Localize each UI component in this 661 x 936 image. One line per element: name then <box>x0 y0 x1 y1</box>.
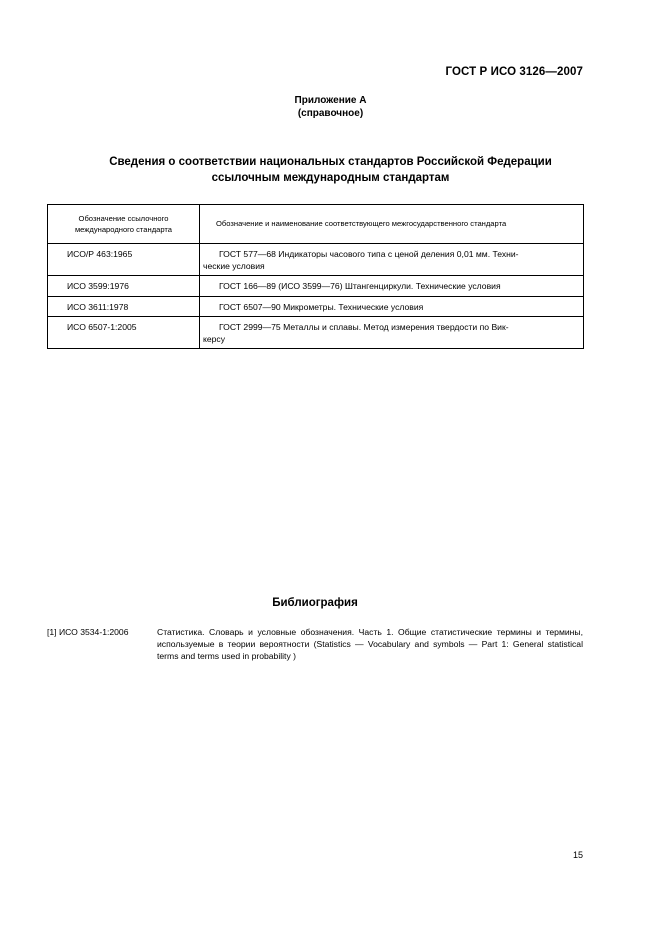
column-header-line: Обозначение ссылочного <box>78 213 169 223</box>
interstate-standard-cell <box>200 244 584 276</box>
appendix-heading <box>0 94 661 120</box>
correspondence-table <box>47 204 584 349</box>
section-title-line-2: ссылочным международным стандартам <box>211 171 450 184</box>
interstate-standard-line: ГОСТ 2999—75 Металлы и сплавы. Метод измерения твердости по Вик- <box>219 322 509 332</box>
interstate-standard-line: ГОСТ 577—68 Индикаторы часового типа с ценой деления 0,01 мм. Техни- <box>219 249 519 259</box>
table-row <box>48 276 584 297</box>
reference-standard-cell: ИСО 3599:1976 <box>48 276 200 297</box>
section-title <box>0 155 661 186</box>
interstate-standard-cell <box>200 276 584 297</box>
interstate-standard-line: ческие условия <box>203 260 265 271</box>
table-row <box>48 296 584 317</box>
column-header-interstate-standard: Обозначение и наименование соответствующего межгосударственного стандарта <box>200 205 584 244</box>
column-header-reference-standard <box>48 205 200 244</box>
appendix-subtitle: (справочное) <box>297 108 364 119</box>
bibliography-title: Библиография <box>272 597 358 609</box>
interstate-standard-cell <box>200 296 584 317</box>
interstate-standard-line: керсу <box>203 333 226 344</box>
page-number: 15 <box>572 850 583 860</box>
interstate-standard-line: ГОСТ 6507—90 Микрометры. Технические условия <box>219 301 424 312</box>
bibliography-reference-number: [1] ИСО 3534-1:2006 <box>47 627 129 637</box>
document-code: ГОСТ Р ИСО 3126—2007 <box>445 66 583 78</box>
reference-standard-cell: ИСО 6507-1:2005 <box>48 317 200 349</box>
appendix-title: Приложение А <box>294 95 367 106</box>
section-title-line-1: Сведения о соответствии национальных стандартов Российской Федерации <box>109 156 552 168</box>
column-header-line: международного стандарта <box>74 225 173 234</box>
reference-standard-cell: ИСО 3611:1978 <box>48 296 200 317</box>
table-row <box>48 317 584 349</box>
table-header-row <box>48 205 584 244</box>
table-row <box>48 244 584 276</box>
bibliography-reference-text: Статистика. Словарь и условные обозначения. Часть 1. Общие статистические термины и термины, используемые в теории вероятности (Statistics — Vocabulary and symbols — Part 1: General statistical terms and terms used in probability ) <box>157 627 583 661</box>
interstate-standard-line: ГОСТ 166—89 (ИСО 3599—76) Штангенциркули. Технические условия <box>219 281 501 291</box>
interstate-standard-cell <box>200 317 584 349</box>
reference-standard-cell: ИСО/Р 463:1965 <box>48 244 200 276</box>
